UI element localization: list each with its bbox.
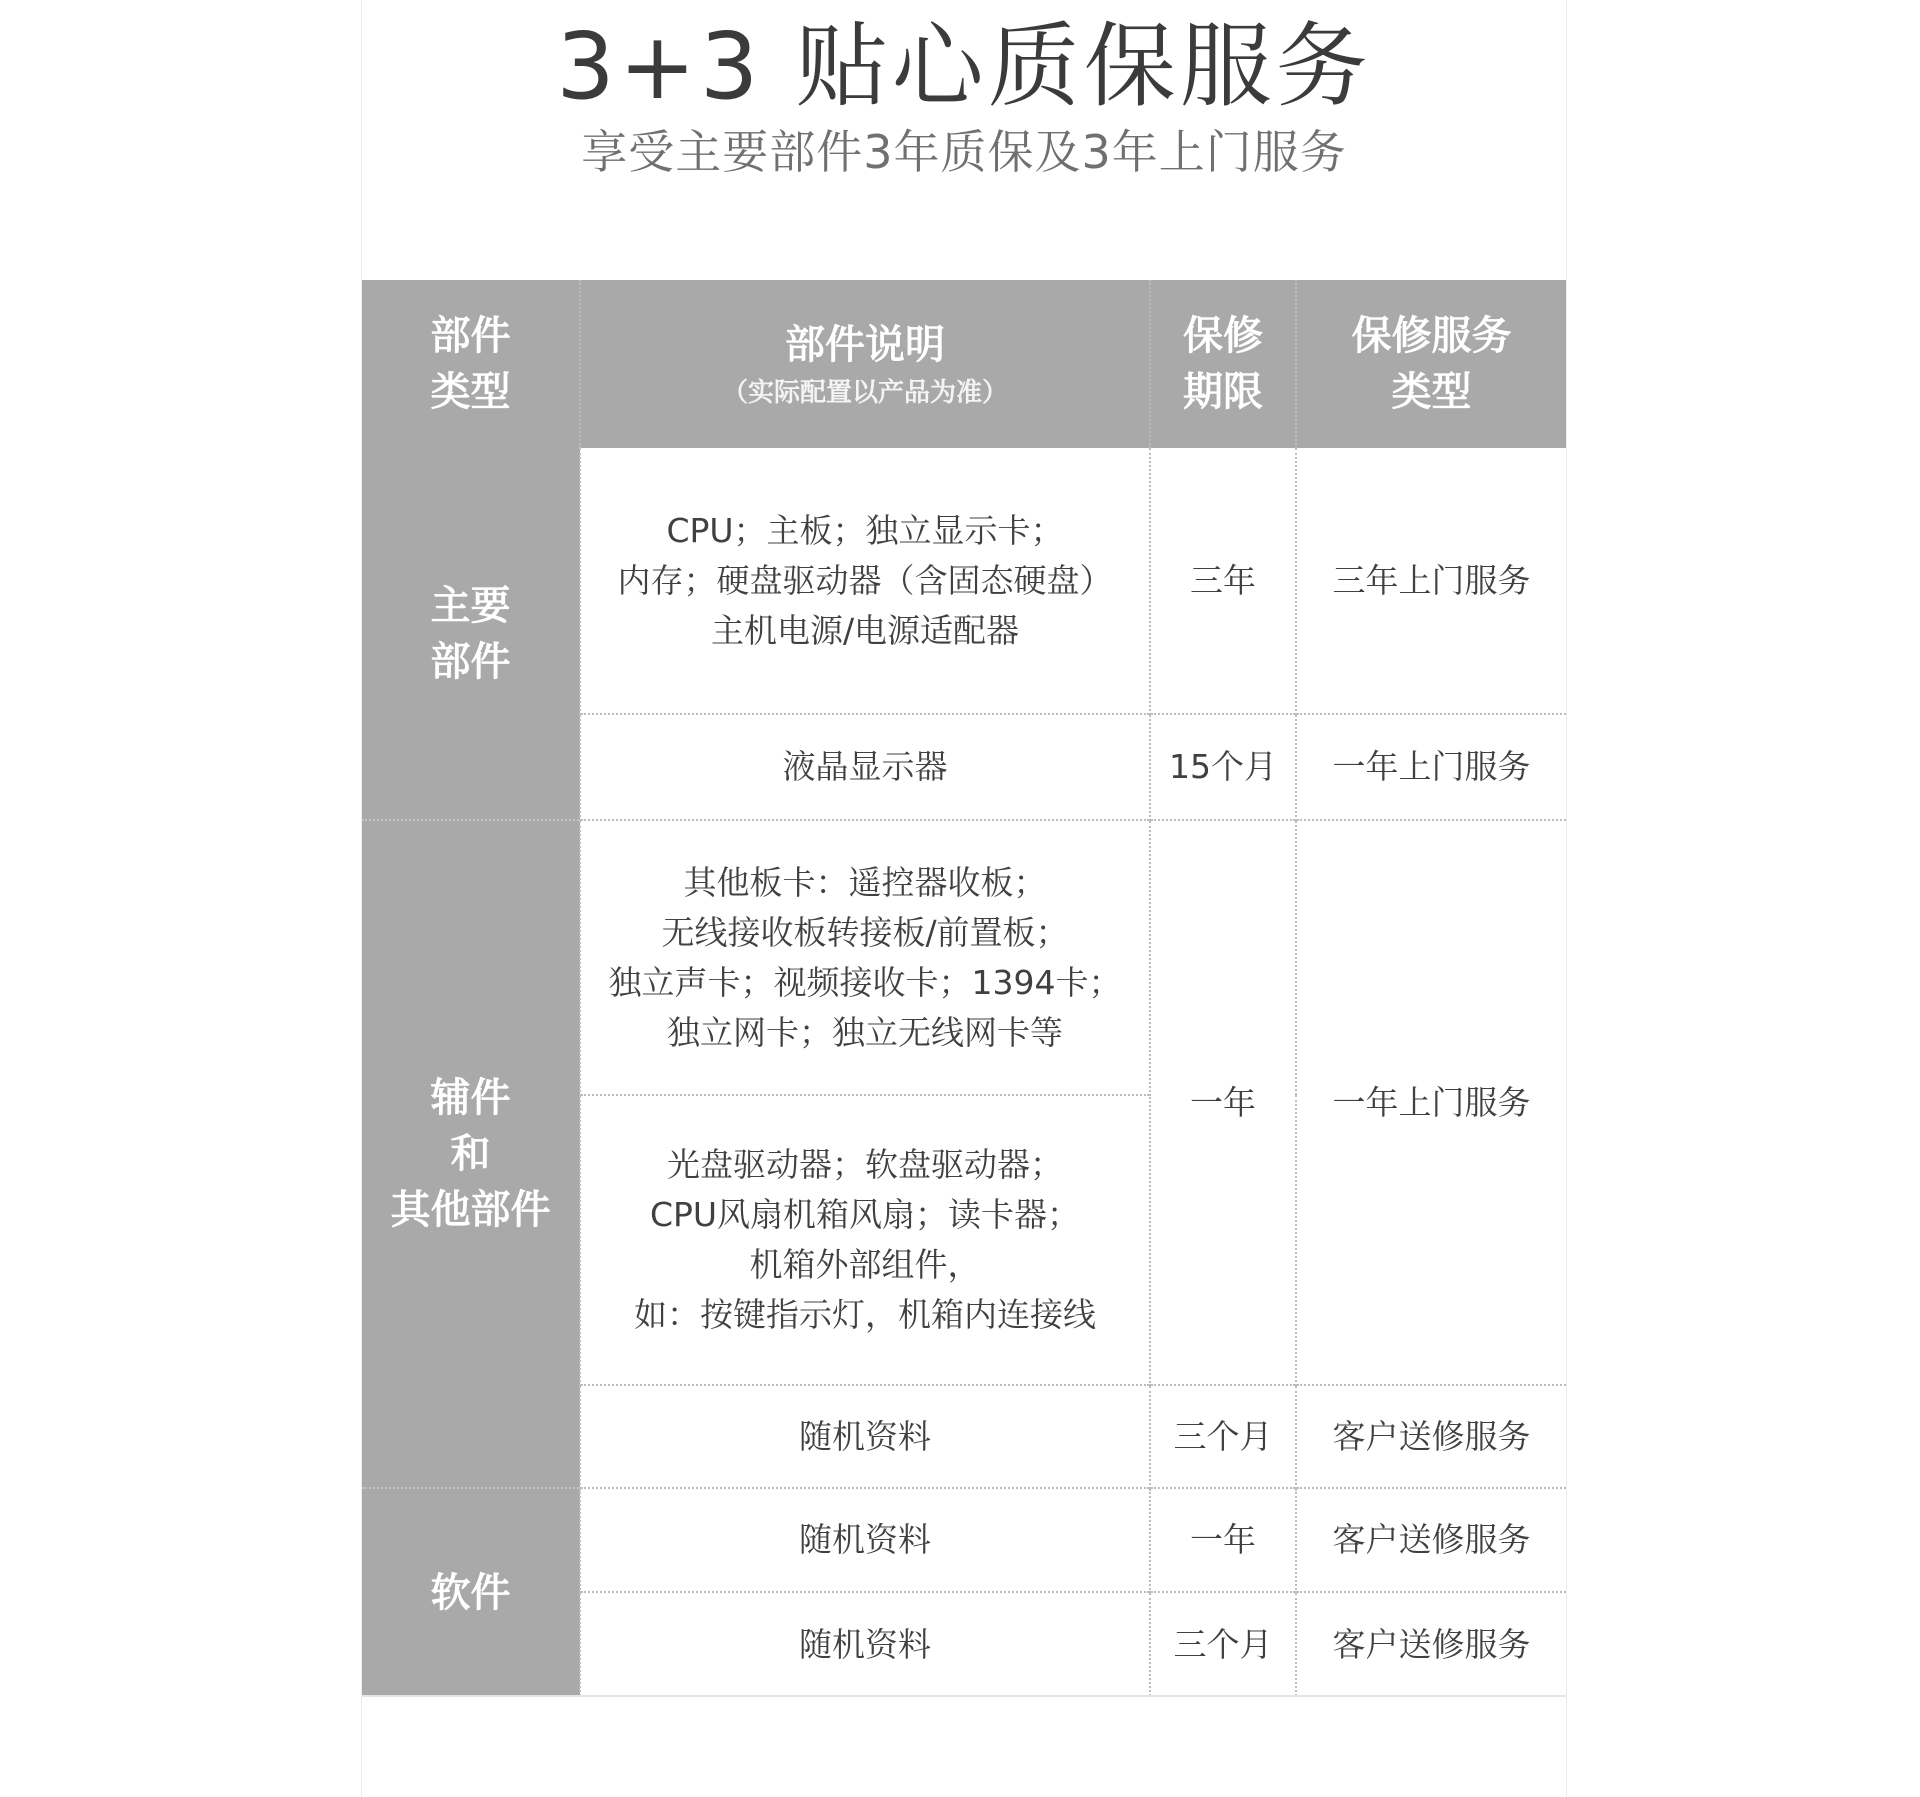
table-row (362, 1488, 1566, 1592)
header-service-type (1296, 280, 1566, 448)
header-service-line2: 类型 (1391, 369, 1472, 415)
table-bottom-rule (362, 1695, 1566, 1697)
service-type: 三年上门服务 (1296, 448, 1566, 714)
warranty-table (362, 280, 1566, 1696)
table-row (362, 820, 1566, 1095)
header-part-description (580, 280, 1150, 448)
warranty-period: 15个月 (1150, 714, 1296, 820)
category-main-parts (362, 448, 580, 820)
service-type: 客户送修服务 (1296, 1385, 1566, 1488)
part-description (580, 1592, 1150, 1696)
header-warranty-period (1150, 280, 1296, 448)
warranty-period: 三年 (1150, 448, 1296, 714)
part-description (580, 1095, 1150, 1385)
part-description (580, 1488, 1150, 1592)
table-header-row (362, 280, 1566, 448)
desc-line: 光盘驱动器；软盘驱动器； (667, 1145, 1063, 1184)
desc-line: 内存；硬盘驱动器（含固态硬盘） (617, 560, 1113, 600)
category-software (362, 1488, 580, 1696)
category-aux-parts (362, 820, 580, 1488)
desc-line: 机箱外部组件， (749, 1245, 981, 1284)
desc-line: 无线接收板转接板/前置板； (661, 912, 1069, 952)
page-subtitle: 享受主要部件3年质保及3年上门服务 (581, 125, 1347, 179)
category-main-line1: 主要 (430, 582, 511, 629)
category-aux-line1: 辅件 (430, 1075, 511, 1121)
header-desc-label: 部件说明 (785, 322, 945, 368)
header-part-type-line1: 部件 (430, 313, 511, 359)
desc-line: 随机资料 (799, 1520, 931, 1559)
desc-line: 随机资料 (799, 1624, 931, 1664)
desc-line: 主机电源/电源适配器 (710, 610, 1020, 650)
desc-line: 独立声卡；视频接收卡；1394卡； (608, 962, 1122, 1002)
table-row (362, 448, 1566, 714)
desc-line: 独立网卡；独立无线网卡等 (667, 1012, 1063, 1052)
desc-line: CPU风扇机箱风扇；读卡器； (649, 1195, 1081, 1234)
service-type: 客户送修服务 (1296, 1488, 1566, 1592)
header-period-line1: 保修 (1183, 313, 1263, 359)
service-type: 一年上门服务 (1296, 820, 1566, 1385)
desc-line: 液晶显示器 (782, 747, 948, 786)
page-title: 3+3 贴心质保服务 (556, 13, 1372, 120)
warranty-period: 三个月 (1150, 1385, 1296, 1488)
header-service-line1: 保修服务 (1351, 313, 1512, 359)
service-type: 客户送修服务 (1296, 1592, 1566, 1696)
header-desc-note: （实际配置以产品为准） (721, 378, 1008, 408)
desc-line: 其他板卡：遥控器收板； (683, 862, 1047, 902)
desc-line: 随机资料 (799, 1416, 931, 1456)
header-part-type (362, 280, 580, 448)
part-description (580, 1385, 1150, 1488)
header-period-line2: 期限 (1183, 369, 1263, 415)
header-part-type-line2: 类型 (430, 369, 511, 415)
category-main-line2: 部件 (430, 638, 511, 685)
warranty-period: 三个月 (1150, 1592, 1296, 1696)
desc-line: CPU；主板；独立显示卡； (666, 510, 1064, 550)
warranty-period: 一年 (1150, 820, 1296, 1385)
category-aux-line2: 和 (450, 1131, 491, 1177)
part-description (580, 714, 1150, 820)
service-type: 一年上门服务 (1296, 714, 1566, 820)
part-description (580, 820, 1150, 1095)
category-software-line1: 软件 (430, 1569, 511, 1616)
desc-line: 如：按键指示灯，机箱内连接线 (634, 1295, 1096, 1334)
warranty-period: 一年 (1150, 1488, 1296, 1592)
part-description (580, 448, 1150, 714)
category-aux-line3: 其他部件 (390, 1187, 551, 1233)
